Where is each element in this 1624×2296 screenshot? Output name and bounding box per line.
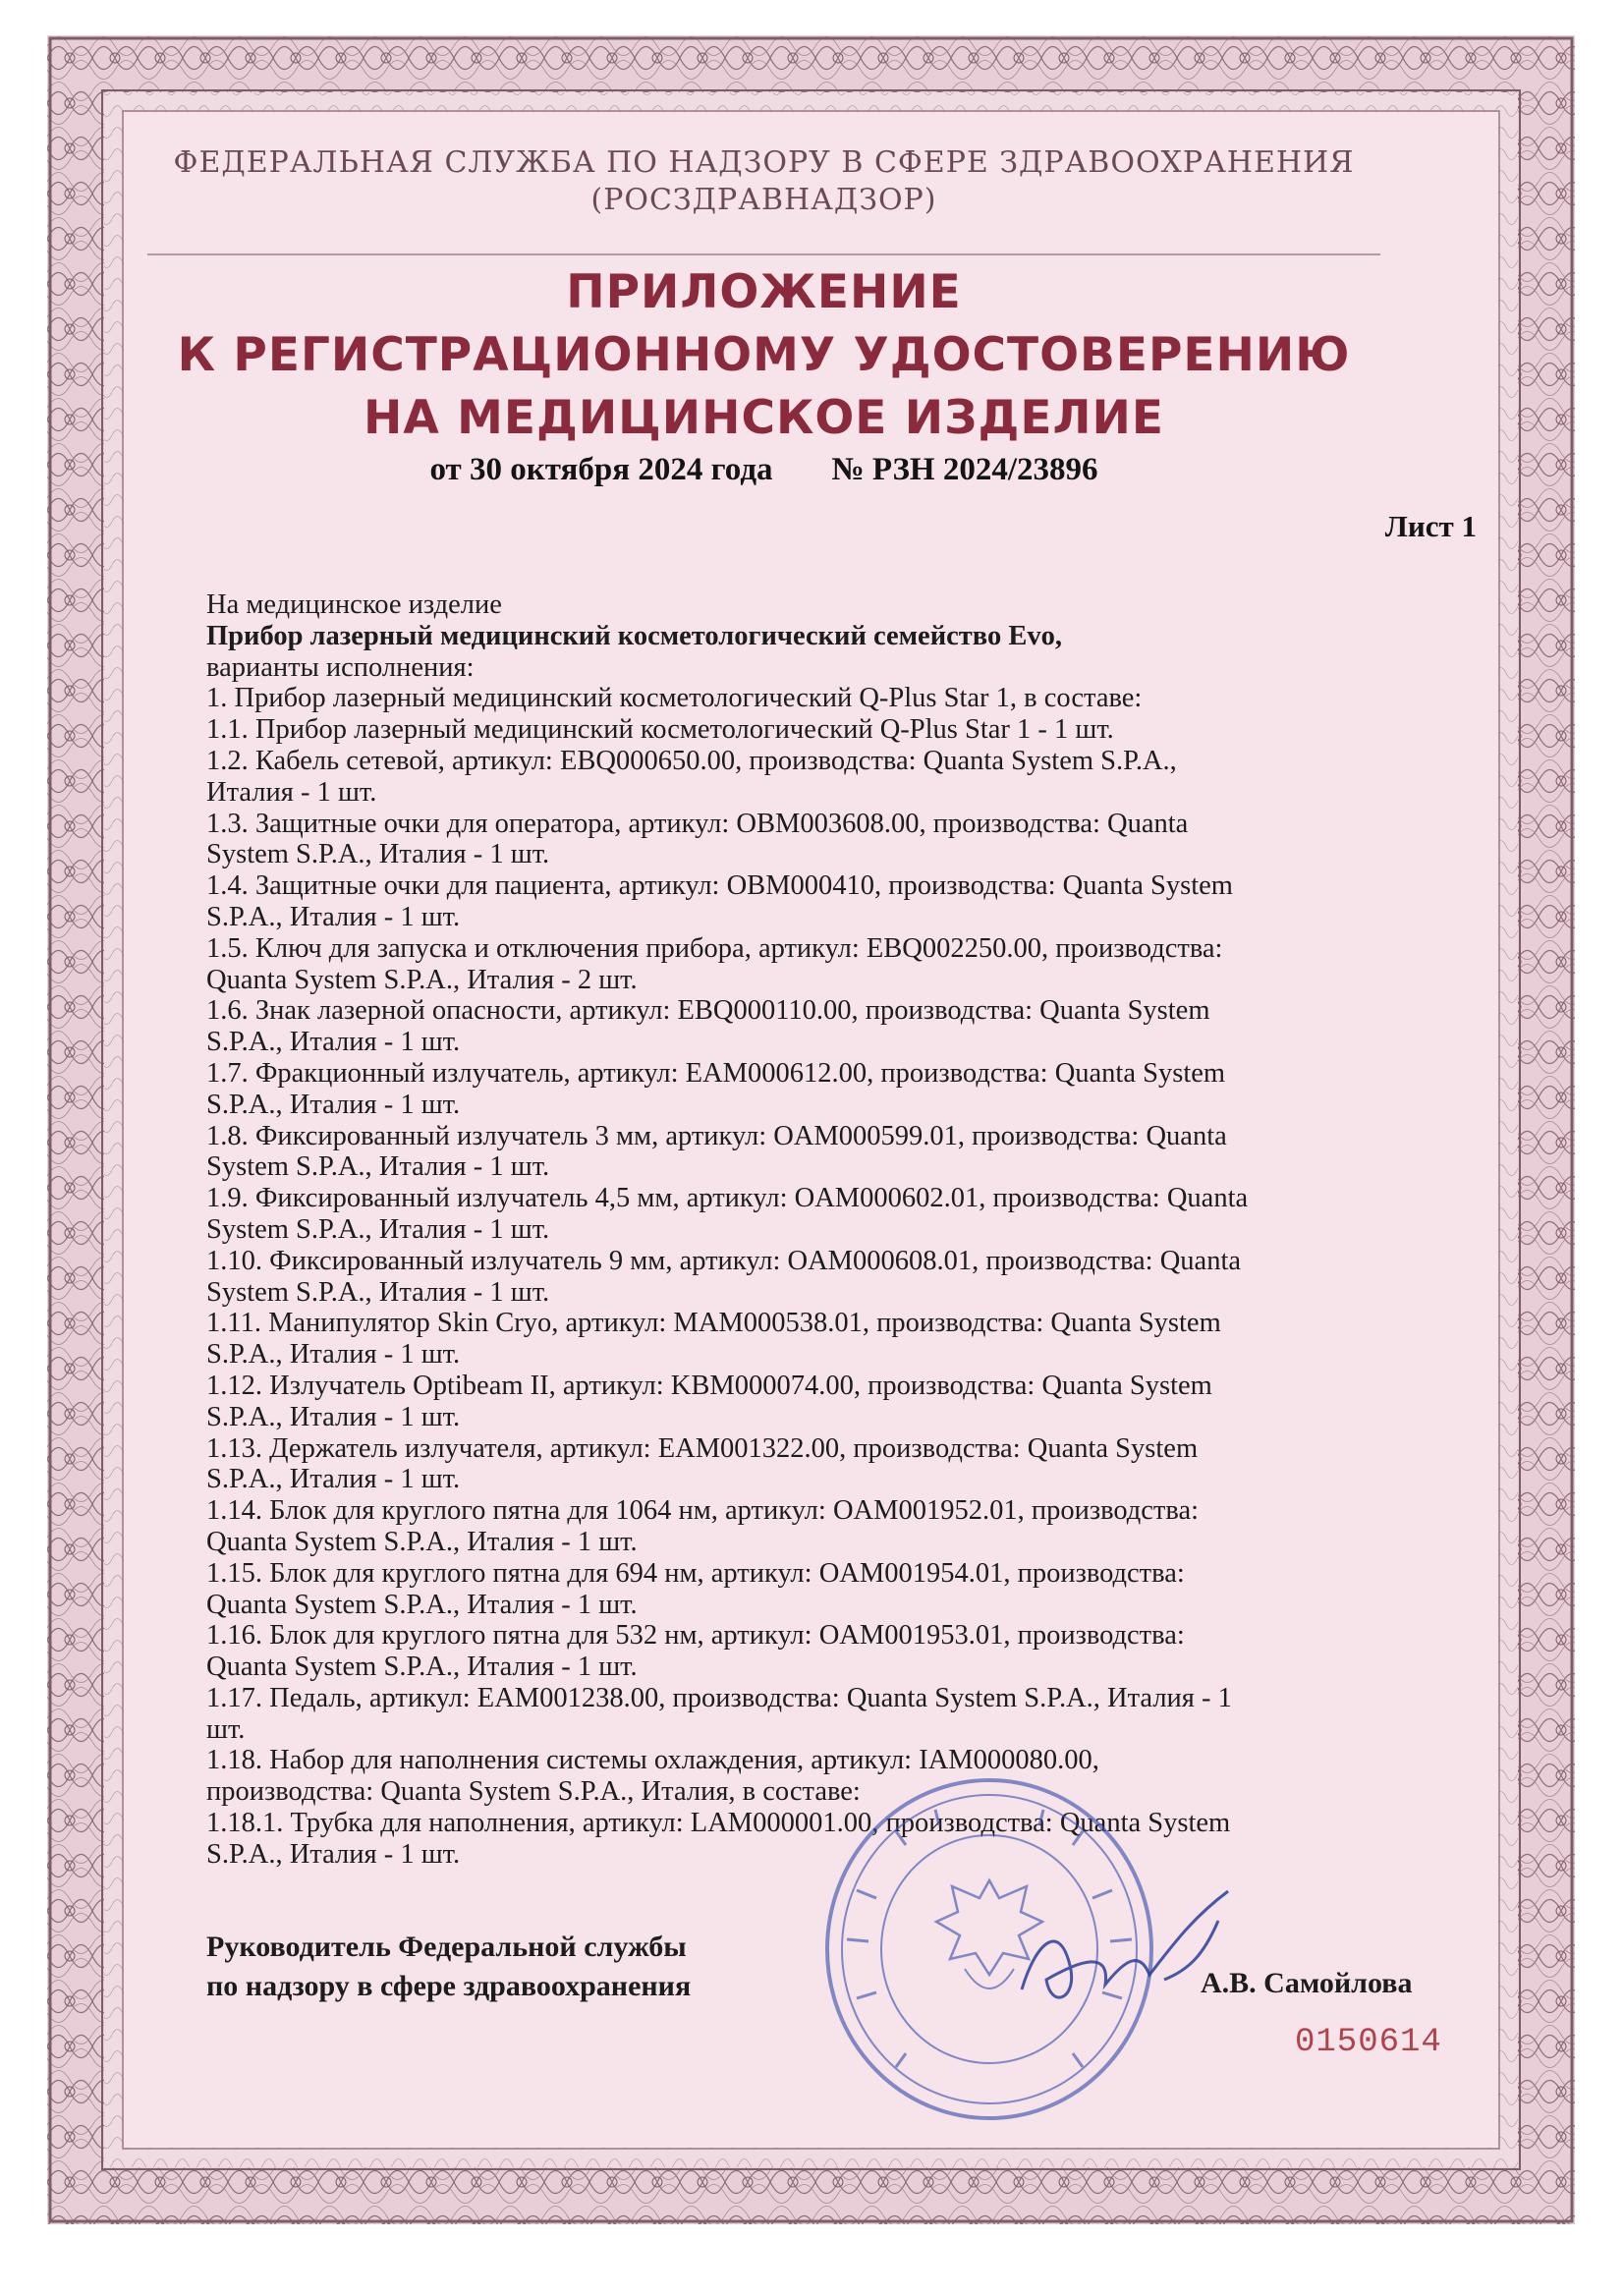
signer-title bbox=[206, 1928, 691, 2006]
registration-line bbox=[147, 452, 1380, 488]
body-line: 1.17. Педаль, артикул: EAM001238.00, производства: Quanta System S.P.A., Италия - 1 bbox=[206, 1682, 1232, 1713]
org-abbreviation: (РОСЗДРАВНАДЗОР) bbox=[590, 183, 937, 217]
body-line: System S.P.A., Италия - 1 шт. bbox=[206, 839, 550, 870]
body-line: 1.14. Блок для круглого пятна для 1064 нм, артикул: OAM001952.01, производства: bbox=[206, 1495, 1200, 1527]
body-line: S.P.A., Италия - 1 шт. bbox=[206, 1401, 461, 1432]
body-line: 1.7. Фракционный излучатель, артикул: EAM000612.00, производства: Quanta System bbox=[206, 1057, 1226, 1089]
body-line: 1.6. Знак лазерной опасности, артикул: EBQ000110.00, производства: Quanta System bbox=[206, 995, 1210, 1027]
body-line: 1.10. Фиксированный излучатель 9 мм, артикул: OAM000608.01, производства: Quanta bbox=[206, 1245, 1242, 1276]
document-title-line1: ПРИЛОЖЕНИЕ bbox=[566, 265, 962, 319]
body-line: Quanta System S.P.A., Италия - 1 шт. bbox=[206, 1652, 638, 1683]
body-line: производства: Quanta System S.P.A., Италия, в составе: bbox=[206, 1776, 861, 1808]
body-line: 1.15. Блок для круглого пятна для 694 нм, артикул: OAM001954.01, производства: bbox=[206, 1557, 1185, 1589]
body-line: 1.5. Ключ для запуска и отключения прибора, артикул: EBQ002250.00, производства: bbox=[206, 932, 1223, 964]
body-line: 1.18. Набор для наполнения системы охлаждения, артикул: IAM000080.00, bbox=[206, 1745, 1099, 1776]
device-description bbox=[206, 589, 1484, 1871]
body-line: System S.P.A., Италия - 1 шт. bbox=[206, 1276, 550, 1308]
signer-title-line2: по надзору в сфере здравоохранения bbox=[206, 1970, 692, 2002]
body-line: Италия - 1 шт. bbox=[206, 776, 377, 808]
body-line: 1.16. Блок для круглого пятна для 532 нм, артикул: OAM001953.01, производства: bbox=[206, 1620, 1185, 1652]
body-line: Прибор лазерный медицинский косметологический семейство Evo, bbox=[206, 620, 1062, 651]
signer-title-line1: Руководитель Федеральной службы bbox=[206, 1931, 687, 1963]
body-line: System S.P.A., Италия - 1 шт. bbox=[206, 1213, 550, 1245]
body-line: 1.8. Фиксированный излучатель 3 мм, артикул: OAM000599.01, производства: Quanta bbox=[206, 1120, 1227, 1151]
body-line: На медицинское изделие bbox=[206, 589, 502, 620]
body-line: 1.3. Защитные очки для оператора, артикул: OBM003608.00, производства: Quanta bbox=[206, 808, 1189, 839]
body-line: 1. Прибор лазерный медицинский косметологический Q-Plus Star 1, в составе: bbox=[206, 683, 1143, 714]
body-line: 1.4. Защитные очки для пациента, артикул: OBM000410, производства: Quanta System bbox=[206, 870, 1233, 902]
body-line: System S.P.A., Италия - 1 шт. bbox=[206, 1151, 550, 1183]
body-line: 1.1. Прибор лазерный медицинский косметологический Q-Plus Star 1 - 1 шт. bbox=[206, 714, 1114, 746]
body-line: Quanta System S.P.A., Италия - 2 шт. bbox=[206, 964, 638, 995]
handwritten-signature bbox=[992, 1881, 1248, 2029]
body-line: 1.2. Кабель сетевой, артикул: EBQ000650.00, производства: Quanta System S.P.A., bbox=[206, 745, 1177, 776]
body-line: 1.11. Манипулятор Skin Cryo, артикул: MAM000538.01, производства: Quanta System bbox=[206, 1308, 1221, 1339]
body-line: 1.13. Держатель излучателя, артикул: EAM001322.00, производства: Quanta System bbox=[206, 1432, 1199, 1464]
body-line: шт. bbox=[206, 1713, 246, 1745]
body-line: S.P.A., Италия - 1 шт. bbox=[206, 1339, 461, 1371]
body-line: варианты исполнения: bbox=[206, 651, 475, 683]
document-title-line3: НА МЕДИЦИНСКОЕ ИЗДЕЛИЕ bbox=[364, 391, 1164, 445]
serial-number: 0150614 bbox=[1295, 2024, 1442, 2061]
body-line: S.P.A., Италия - 1 шт. bbox=[206, 1464, 461, 1495]
body-line: S.P.A., Италия - 1 шт. bbox=[206, 901, 461, 932]
sheet-number: Лист 1 bbox=[1384, 509, 1477, 543]
org-name: ФЕДЕРАЛЬНАЯ СЛУЖБА ПО НАДЗОРУ В СФЕРЕ ЗДРАВООХРАНЕНИЯ bbox=[173, 145, 1355, 180]
signer-name: А.В. Самойлова bbox=[1201, 1967, 1413, 1999]
document-title-line2: К РЕГИСТРАЦИОННОМУ УДОСТОВЕРЕНИЮ bbox=[177, 328, 1351, 382]
registration-number: № РЗН 2024/23896 bbox=[831, 452, 1098, 487]
body-line: 1.18.1. Трубка для наполнения, артикул: LAM000001.00, производства: Quanta System bbox=[206, 1808, 1231, 1839]
body-line: S.P.A., Италия - 1 шт. bbox=[206, 1838, 461, 1870]
body-line: S.P.A., Италия - 1 шт. bbox=[206, 1027, 461, 1058]
registration-date: от 30 октября 2024 года bbox=[429, 452, 773, 487]
body-line: Quanta System S.P.A., Италия - 1 шт. bbox=[206, 1526, 638, 1557]
body-line: S.P.A., Италия - 1 шт. bbox=[206, 1089, 461, 1120]
body-line: 1.9. Фиксированный излучатель 4,5 мм, артикул: OAM000602.01, производства: Quanta bbox=[206, 1183, 1249, 1214]
body-line: 1.12. Излучатель Optibeam II, артикул: KBM000074.00, производства: Quanta System bbox=[206, 1370, 1212, 1401]
body-line: Quanta System S.P.A., Италия - 1 шт. bbox=[206, 1589, 638, 1620]
header-divider bbox=[147, 253, 1380, 255]
